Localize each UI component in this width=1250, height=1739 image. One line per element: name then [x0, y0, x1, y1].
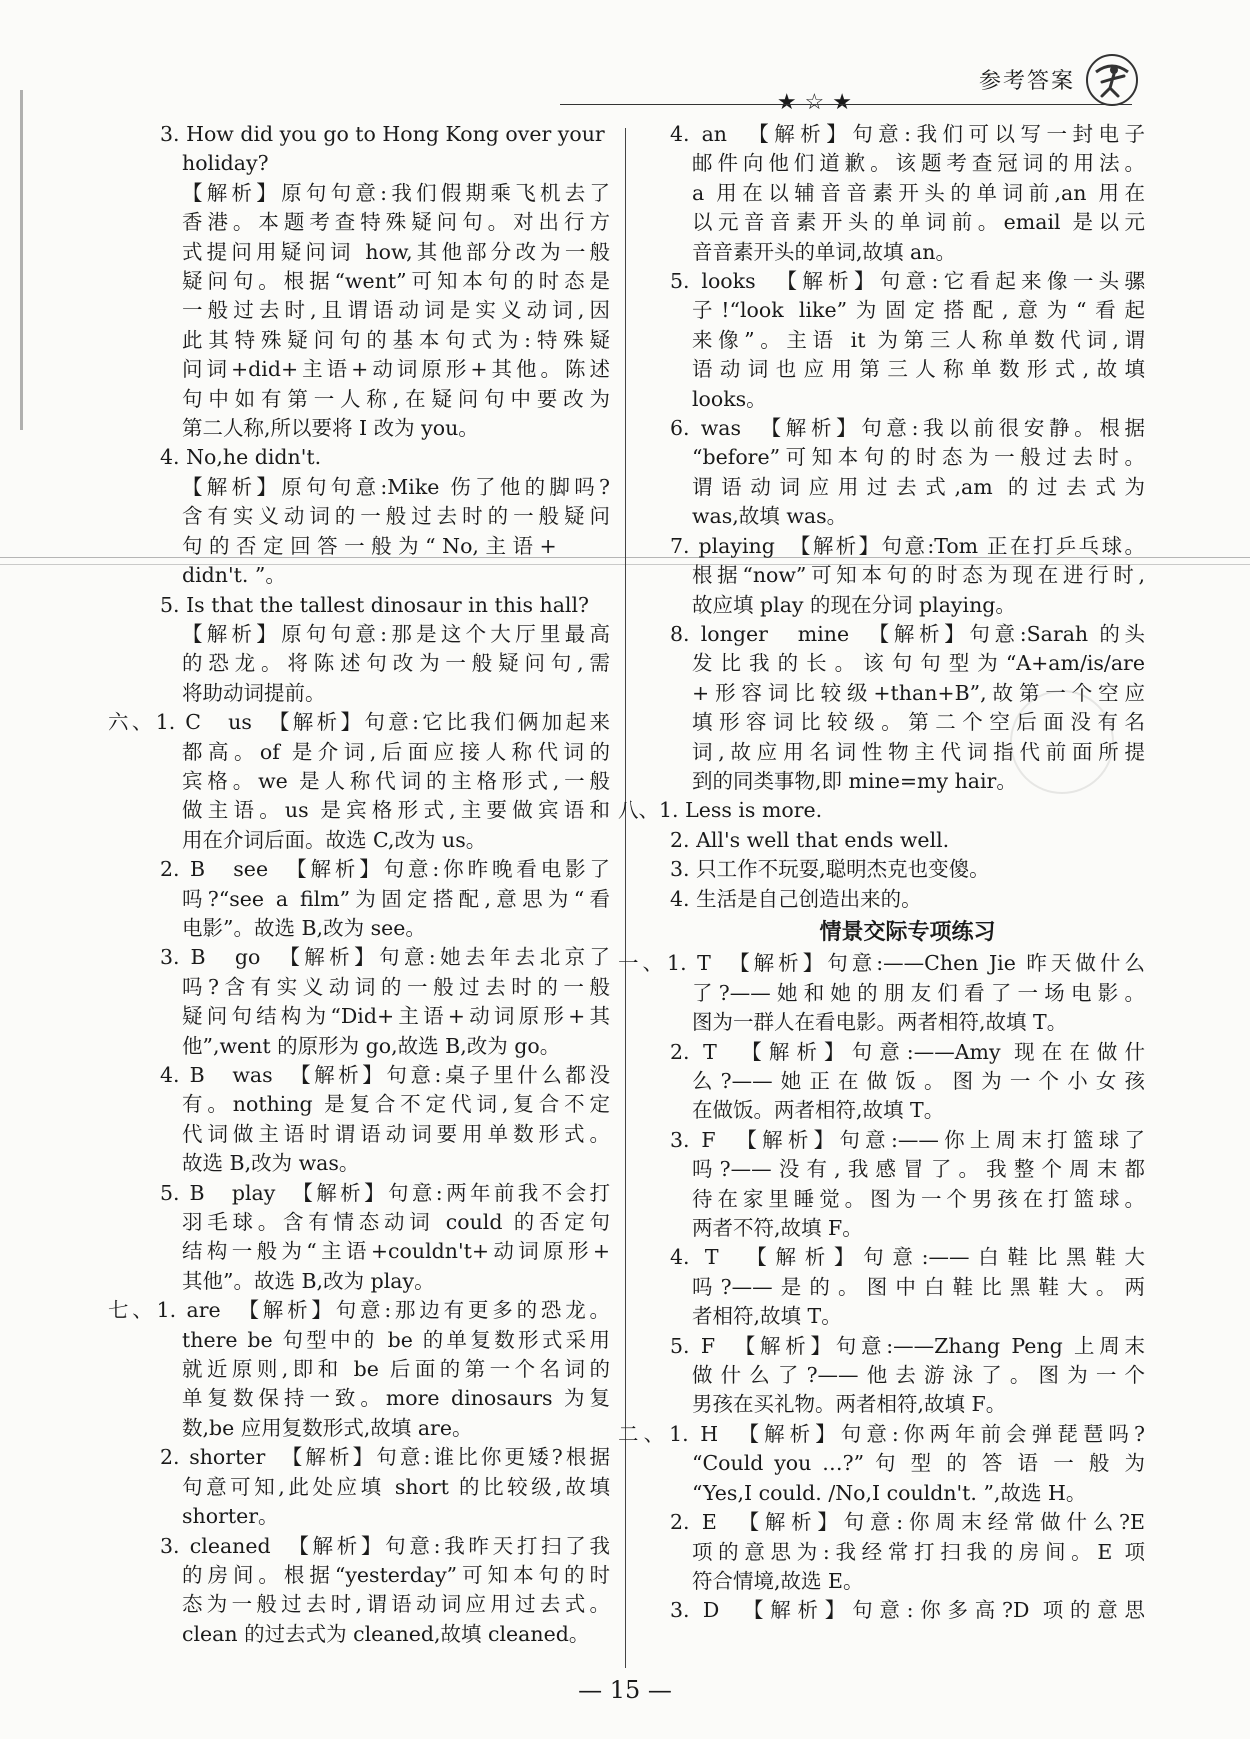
dialog-section-1-item-4: 4. T 【解析】句意:——白鞋比黑鞋大 [670, 1245, 1145, 1270]
section-6-item-4: 4. B was 【解析】句意:桌子里什么都没 [160, 1063, 610, 1087]
text-line: 词,故应用名词性物主代词指代前面所提 [692, 739, 1145, 764]
text-line: clean 的过去式为 cleaned,故填 cleaned。 [182, 1621, 590, 1646]
text-line: 谓语动词应用过去式,am 的过去式为 [692, 474, 1145, 499]
dialog-section-1-item-5: 5. F 【解析】句意:——Zhang Peng 上周末 [670, 1333, 1145, 1358]
dialog-section-2-item-3: 3. D 【解析】句意:你多高?D 项的意思 [670, 1598, 1145, 1623]
answer-4: 4. No,he didn't. [160, 445, 322, 470]
header-rule [560, 104, 1132, 105]
section-6-item-1: 六、1. C us 【解析】句意:它比我们俩加起来 [108, 710, 610, 735]
text-line: 了?——她和她的朋友们看了一场电影。 [692, 980, 1145, 1005]
text-line: 来像”。主语 it 为第三人称单数代词,谓 [692, 327, 1145, 352]
text-line: there be 句型中的 be 的单复数形式采用 [182, 1327, 610, 1352]
text-line: 香港。本题考查特殊疑问句。对出行方 [182, 210, 610, 235]
text-line: 子!“look like”为固定搭配,意为“看起 [692, 298, 1145, 323]
header-title: 参考答案 [978, 69, 1075, 94]
text-line: 含有实义动词的一般过去时的一般疑问 [182, 504, 610, 529]
text-line: 吗?“see a film”为固定搭配,意思为“看 [182, 886, 610, 911]
section-7-item-2: 2. shorter 【解析】句意:谁比你更矮?根据 [160, 1445, 610, 1470]
text-line: 故应填 play 的现在分词 playing。 [692, 592, 1016, 617]
right-column [618, 120, 1145, 1626]
text-line: 男孩在买礼物。两者相符,故填 F。 [692, 1392, 1007, 1417]
text-line: holiday? [182, 151, 269, 176]
section-7-item-3: 3. cleaned 【解析】句意:我昨天打扫了我 [160, 1533, 610, 1558]
text-line: 一般过去时,且谓语动词是实义动词,因 [182, 298, 610, 323]
section-6-item-2: 2. B see 【解析】句意:你昨晚看电影了 [160, 857, 610, 882]
dialog-section-2-item-2: 2. E 【解析】句意:你周末经常做什么?E [670, 1510, 1145, 1535]
text-line: 羽毛球。含有情态动词 could 的否定句 [182, 1210, 610, 1235]
dialog-section-2-item-1: 二、1. H 【解析】句意:你两年前会弹琵琶吗? [618, 1421, 1145, 1446]
scan-margin-mark [20, 90, 27, 430]
text-line: 他”,went 的原形为 go,故选 B,改为 go。 [182, 1033, 561, 1058]
text-line: 做什么了?——他去游泳了。图为一个 [692, 1363, 1145, 1388]
text-line: 待在家里睡觉。图为一个男孩在打篮球。 [692, 1186, 1145, 1211]
section-8-item-3: 3. 只工作不玩耍,聪明杰克也变傻。 [670, 857, 990, 882]
text-line: 图为一群人在看电影。两者相符,故填 T。 [692, 1010, 1068, 1035]
section-heading: 情景交际专项练习 [819, 919, 996, 945]
answer-3-question: 3. How did you go to Hong Kong over your [160, 122, 605, 146]
text-line: looks。 [692, 386, 767, 411]
text-line: 态为一般过去时,谓语动词应用过去式。 [182, 1592, 610, 1617]
section-8-item-4: 4. 生活是自己创造出来的。 [670, 886, 922, 911]
text-line: 做主语。us 是宾格形式,主要做宾语和 [182, 798, 610, 823]
text-line: 的房间。根据“yesterday”可知本句的时 [182, 1562, 610, 1587]
page-number: — 15 — [578, 1676, 672, 1704]
text-line: 就近原则,即和 be 后面的第一个名词的 [182, 1357, 610, 1382]
text-line: 音音素开头的单词,故填 an。 [692, 239, 956, 264]
text-line: 语动词也应用第三人称单数形式,故填 [692, 357, 1145, 382]
text-line: 疑问句结构为“Did+主语+动词原形+其 [182, 1004, 610, 1029]
section-7-item-4: 4. an 【解析】句意:我们可以写一封电子 [670, 122, 1145, 146]
text-line: 吗?——是的。图中白鞋比黑鞋大。两 [692, 1274, 1145, 1299]
text-line: 填形容词比较级。第二个空后面没有名 [692, 710, 1145, 735]
dialog-section-1-item-1: 一、1. T 【解析】句意:——Chen Jie 昨天做什么 [618, 951, 1145, 976]
watermark-stamp [1010, 690, 1114, 794]
text-line: 数,be 应用复数形式,故填 are。 [182, 1415, 473, 1440]
section-7-item-5: 5. looks 【解析】句意:它看起来像一头骡 [670, 269, 1145, 294]
text-line: 发比我的长。该句句型为“A+am/is/are [692, 651, 1145, 676]
text-line: 的恐龙。将陈述句改为一般疑问句,需 [182, 651, 610, 676]
page-header [0, 0, 1250, 120]
text-line: shorter。 [182, 1504, 279, 1529]
text-line: “before”可知本句的时态为一般过去时。 [692, 445, 1145, 470]
text-line: 吗?含有实义动词的一般过去时的一般 [182, 974, 610, 999]
section-7-item-7: 7. playing 【解析】句意:Tom 正在打乒乓球。 [670, 533, 1145, 558]
text-line: 式提问用疑问词 how,其他部分改为一般 [182, 239, 610, 264]
stars-ornament: ★☆★ [776, 90, 860, 115]
text-line: 句意可知,此处应填 short 的比较级,故填 [182, 1474, 610, 1499]
text-line: 有。nothing 是复合不定代词,复合不定 [182, 1092, 610, 1117]
text-line: 句中如有第一人称,在疑问句中要改为 [182, 386, 610, 411]
section-6-item-5: 5. B play 【解析】句意:两年前我不会打 [160, 1180, 610, 1205]
text-line: 将助动词提前。 [182, 680, 326, 705]
section-7-item-1: 七、1. are 【解析】句意:那边有更多的恐龙。 [108, 1298, 610, 1323]
text-line: 用在介词后面。故选 C,改为 us。 [182, 827, 487, 852]
text-line: 问词+did+主语+动词原形+其他。陈述 [182, 357, 610, 382]
text-line: “Yes,I could. /No,I couldn't. ”,故选 H。 [692, 1480, 1087, 1505]
section-8-item-2: 2. All's well that ends well. [670, 827, 950, 852]
text-line: was,故填 was。 [692, 504, 848, 529]
text-line: 宾格。we 是人称代词的主格形式,一般 [182, 768, 610, 793]
text-line: didn't. ”。 [182, 563, 286, 588]
text-line: 以元音音素开头的单词前。email 是以元 [692, 210, 1145, 235]
text-line: 项的意思为:我经常打扫我的房间。E 项 [692, 1539, 1145, 1564]
text-line: 【解析】原句句意:那是这个大厅里最高 [182, 621, 610, 646]
text-line: 句 的 否 定 回 答 一 般 为 “ No, 主 语 + [182, 533, 557, 558]
text-line: 疑问句。根据“went”可知本句的时态是 [182, 269, 610, 294]
text-line: 此其特殊疑问句的基本句式为:特殊疑 [182, 327, 610, 352]
text-line: +形容词比较级+than+B”,故第一个空应 [692, 680, 1145, 705]
dialog-section-1-item-3: 3. F 【解析】句意:——你上周末打篮球了 [670, 1127, 1145, 1152]
text-line: 第二人称,所以要将 I 改为 you。 [182, 416, 479, 441]
text-line: 在做饭。两者相符,故填 T。 [692, 1098, 945, 1123]
text-line: 者相符,故填 T。 [692, 1304, 842, 1329]
text-line: 邮件向他们道歉。该题考查冠词的用法。 [692, 151, 1145, 176]
text-line: 结构一般为“主语+couldn't+动词原形+ [182, 1239, 610, 1264]
left-column [108, 120, 610, 1649]
text-line: 单复数保持一致。more dinosaurs 为复 [182, 1386, 610, 1411]
text-line: 符合情境,故选 E。 [692, 1568, 864, 1593]
text-line: 都高。of 是介词,后面应接人称代词的 [182, 739, 610, 764]
dialog-section-1-item-2: 2. T 【解析】句意:——Amy 现在在做什 [670, 1039, 1145, 1064]
text-line: 根据“now”可知本句的时态为现在进行时, [692, 563, 1145, 588]
runner-logo-icon [1084, 52, 1140, 108]
text-line: 吗?——没有,我感冒了。我整个周末都 [692, 1157, 1145, 1182]
text-line: 故选 B,改为 was。 [182, 1151, 360, 1176]
answer-5: 5. Is that the tallest dinosaur in this hall? [160, 592, 590, 617]
text-line: 【解析】原句句意:Mike 伤了他的脚吗? [182, 474, 610, 499]
section-7-item-6: 6. was 【解析】句意:我以前很安静。根据 [670, 416, 1145, 441]
text-line: 其他”。故选 B,改为 play。 [182, 1268, 435, 1293]
text-line: a 用在以辅音音素开头的单词前,an 用在 [692, 180, 1145, 205]
text-line: 代词做主语时谓语动词要用单数形式。 [182, 1121, 610, 1146]
section-6-item-3: 3. B go 【解析】句意:她去年去北京了 [160, 945, 610, 970]
text-line: 两者不符,故填 F。 [692, 1216, 863, 1241]
text-line: “Could you …?” 句 型 的 答 语 一 般 为 [692, 1451, 1145, 1476]
section-7-item-8: 8. longer mine 【解析】句意:Sarah 的头 [670, 621, 1145, 646]
text-line: 么?——她正在做饭。图为一个小女孩 [692, 1069, 1145, 1093]
text-line: 电影”。故选 B,改为 see。 [182, 915, 426, 940]
section-8-item-1: 八、1. Less is more. [618, 798, 823, 823]
text-line: 【解析】原句句意:我们假期乘飞机去了 [182, 180, 610, 205]
text-line: 到的同类事物,即 mine=my hair。 [692, 768, 1017, 793]
